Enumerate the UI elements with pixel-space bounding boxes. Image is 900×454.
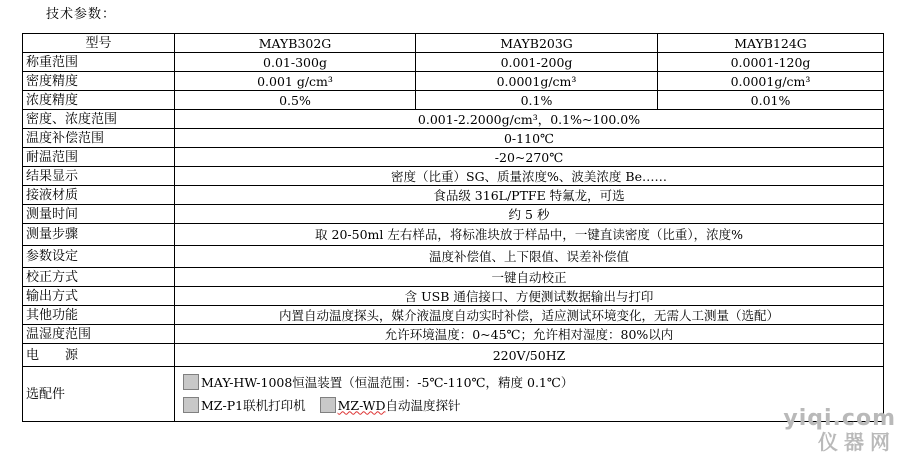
table-row — [23, 287, 884, 306]
table-row — [23, 148, 884, 167]
row-label: 结果显示 — [23, 167, 175, 186]
value-cell: 0.0001g/cm³ — [658, 72, 884, 91]
value-cell: 温度补偿值、上下限值、误差补偿值 — [175, 246, 884, 268]
value-cell: -20~270℃ — [175, 148, 884, 167]
table-row — [23, 325, 884, 344]
value-cell: 0.1% — [416, 91, 658, 110]
accessory-text: 自动温度探针 — [385, 397, 461, 413]
model-row — [23, 34, 884, 53]
value-cell: 0.01-300g — [175, 53, 416, 72]
spec-table — [22, 33, 884, 422]
accessory-code: MAY-HW-1008 — [201, 374, 293, 390]
row-label: 选配件 — [23, 367, 175, 422]
row-label: 耐温范围 — [23, 148, 175, 167]
value-cell: 约 5 秒 — [175, 205, 884, 224]
table-row — [23, 224, 884, 246]
value-cell: 一键自动校正 — [175, 268, 884, 287]
row-label: 密度、浓度范围 — [23, 110, 175, 129]
model-cell: MAYB302G — [175, 34, 416, 53]
row-label: 其他功能 — [23, 306, 175, 325]
table-row — [23, 91, 884, 110]
table-row — [23, 268, 884, 287]
accessory-code: MZ-P1 — [201, 397, 244, 413]
row-label: 参数设定 — [23, 246, 175, 268]
accessory-option[interactable] — [320, 394, 461, 416]
accessory-option[interactable] — [183, 371, 573, 393]
value-cell: 0.01% — [658, 91, 884, 110]
watermark-line: yiqi.com — [783, 406, 896, 431]
row-label: 校正方式 — [23, 268, 175, 287]
watermark-line: 仪器网 — [818, 430, 896, 454]
row-label: 浓度精度 — [23, 91, 175, 110]
table-row — [23, 344, 884, 367]
model-cell: MAYB203G — [416, 34, 658, 53]
accessory-option[interactable] — [183, 394, 306, 416]
row-label: 温度补偿范围 — [23, 129, 175, 148]
watermark — [783, 408, 896, 452]
checkbox-icon[interactable] — [183, 374, 199, 390]
table-row — [23, 306, 884, 325]
row-label: 测量时间 — [23, 205, 175, 224]
table-row — [23, 205, 884, 224]
value-cell: 含 USB 通信接口、方便测试数据输出与打印 — [175, 287, 884, 306]
value-cell: 0.5% — [175, 91, 416, 110]
checkbox-icon[interactable] — [320, 397, 336, 413]
table-row — [23, 246, 884, 268]
row-label: 电 源 — [23, 344, 175, 367]
table-row — [23, 110, 884, 129]
accessories-cell — [175, 367, 884, 422]
value-cell: 内置自动温度探头，媒介液温度自动实时补偿，适应测试环境变化，无需人工测量（选配） — [175, 306, 884, 325]
row-label: 测量步骤 — [23, 224, 175, 246]
value-cell: 0.0001g/cm³ — [416, 72, 658, 91]
value-cell: 食品级 316L/PTFE 特氟龙，可选 — [175, 186, 884, 205]
table-row — [23, 129, 884, 148]
table-row — [23, 167, 884, 186]
table-row — [23, 186, 884, 205]
value-cell: 取 20-50ml 左右样品，将标准块放于样品中，一键直读密度（比重），浓度% — [175, 224, 884, 246]
row-label: 输出方式 — [23, 287, 175, 306]
row-label: 密度精度 — [23, 72, 175, 91]
value-cell: 0.001 g/cm³ — [175, 72, 416, 91]
value-cell: 0-110℃ — [175, 129, 884, 148]
section-heading: 技术参数： — [46, 7, 117, 22]
value-cell: 密度（比重）SG、质量浓度%、波美浓度 Be…… — [175, 167, 884, 186]
accessories-row — [23, 367, 884, 422]
accessory-text: 联机打印机 — [243, 397, 306, 413]
value-cell: 允许环境温度：0~45℃；允许相对湿度：80%以内 — [175, 325, 884, 344]
model-cell: MAYB124G — [658, 34, 884, 53]
value-cell: 0.0001-120g — [658, 53, 884, 72]
accessory-code: MZ-WD — [337, 397, 386, 413]
row-label: 接液材质 — [23, 186, 175, 205]
row-label: 型号 — [23, 34, 175, 53]
value-cell: 220V/50HZ — [175, 344, 884, 367]
row-label: 称重范围 — [23, 53, 175, 72]
checkbox-icon[interactable] — [183, 397, 199, 413]
value-cell: 0.001-200g — [416, 53, 658, 72]
accessory-text: 恒温装置（恒温范围：-5℃-110℃，精度 0.1℃） — [292, 374, 574, 390]
row-label: 温湿度范围 — [23, 325, 175, 344]
table-row — [23, 72, 884, 91]
table-row — [23, 53, 884, 72]
value-cell: 0.001-2.2000g/cm³，0.1%~100.0% — [175, 110, 884, 129]
